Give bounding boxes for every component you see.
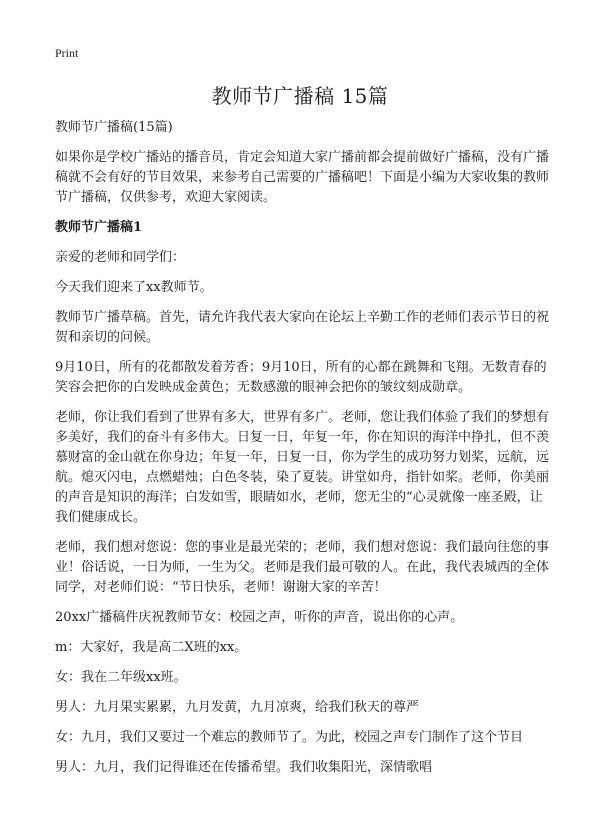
paragraph: 老师，你让我们看到了世界有多大，世界有多广。老师，您让我们体验了我们的梦想有多美好，我们的奋斗有多伟大。日复一日，年复一年，你在知识的海洋中挣扎，但不羡慕财富的金山就在你身边；年复一年，日复一日，你为学生的成功努力划桨，远航，远航。熄灭闪电，点燃蜡烛；白色冬装，染了夏装。讲堂如舟，指针如桨。老师，你美丽的声音是知识的海洋；白发如雪，眼睛如水，老师，您无尘的“心灵就像一座圣殿，让我们健康成长。 — [55, 410, 550, 525]
paragraph: 男人：九月，我们记得谁还在传播希望。我们收集阳光，深情歌唱 — [55, 760, 433, 775]
paragraph: m：大家好，我是高二X班的xx。 — [55, 640, 248, 655]
intro-paragraph: 如果你是学校广播站的播音员，肯定会知道大家广播前都会提前做好广播稿，没有广播稿就不会有好的节目效果，来参考自己需要的广播稿吧！下面是小编为大家收集的教师节广播稿，仅供参考，欢迎大家阅读。 — [55, 150, 550, 205]
section-heading: 教师节广播稿1 — [55, 220, 143, 235]
paragraph: 老师，我们想对您说：您的事业是最光荣的；老师，我们想对您说：我们最向往您的事业！俗话说，一日为师，一生为父。老师是我们最可敬的人。在此，我代表城西的全体同学，对老师们说：“节日快乐，老师！谢谢大家的辛苦！ — [55, 540, 550, 595]
paragraph: 今天我们迎来了xx教师节。 — [55, 280, 213, 295]
paragraph: 女：九月，我们又要过一个难忘的教师节了。为此，校园之声专门制作了这个节目 — [55, 730, 524, 745]
paragraph: 男人：九月果实累累，九月发黄，九月凉爽，给我们秋天的尊严 — [55, 700, 420, 715]
document-title: 教师节广播稿 15篇 — [211, 84, 389, 108]
document-subtitle: 教师节广播稿(15篇) — [55, 120, 173, 135]
paragraph: 教师节广播草稿。首先，请允许我代表大家向在论坛上辛勤工作的老师们表示节日的祝贺和亲切的问候。 — [55, 310, 550, 345]
paragraph: 9月10日，所有的花都散发着芳香；9月10日，所有的心都在跳舞和飞翔。无数青春的笑容会把你的白发映成金黄色；无数感激的眼神会把你的皱纹刻成勋章。 — [55, 360, 547, 395]
paragraph: 女：我在二年级xx班。 — [55, 670, 187, 685]
print-link[interactable]: Print — [55, 46, 79, 60]
paragraph: 20xx广播稿件庆祝教师节女：校园之声，听你的声音，说出你的心声。 — [55, 610, 464, 625]
paragraph: 亲爱的老师和同学们： — [55, 250, 186, 265]
document-body — [55, 118, 550, 788]
